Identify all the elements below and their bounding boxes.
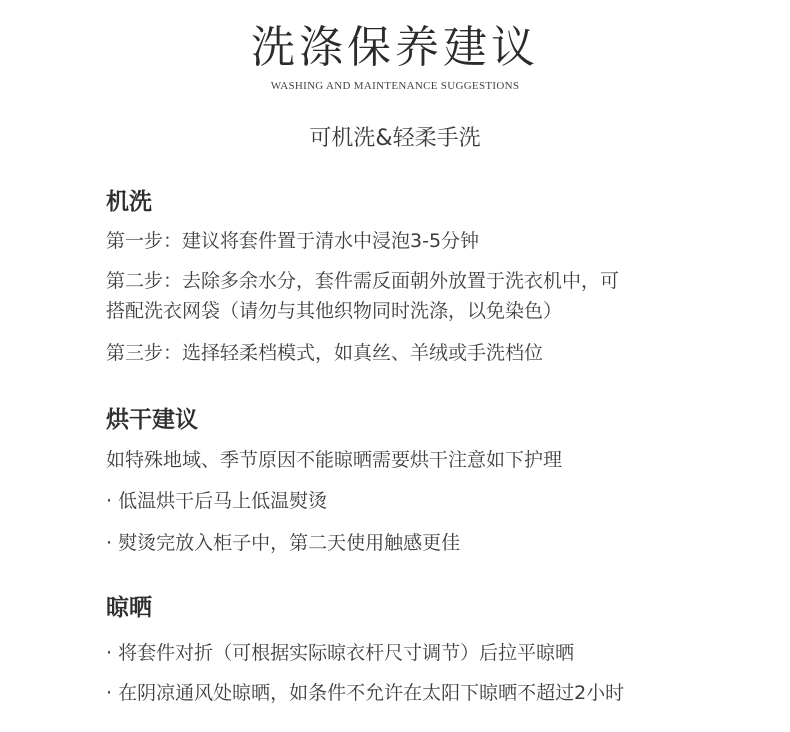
page-subtitle: WASHING AND MAINTENANCE SUGGESTIONS bbox=[270, 80, 520, 92]
machine-wash-step-1: 第一步：建议将套件置于清水中浸泡3-5分钟 bbox=[106, 230, 480, 252]
machine-wash-title: 机洗 bbox=[106, 189, 152, 215]
machine-wash-step-2-line-1: 第二步：去除多余水分，套件需反面朝外放置于洗衣机中，可 bbox=[106, 270, 620, 292]
drying-bullet-1: · 低温烘干后马上低温熨烫 bbox=[106, 490, 328, 512]
page-title: 洗涤保养建议 bbox=[251, 22, 539, 73]
air-dry-bullet-2: · 在阴凉通风处晾晒，如条件不允许在太阳下晾晒不超过2小时 bbox=[106, 682, 625, 704]
machine-wash-step-3: 第三步：选择轻柔档模式，如真丝、羊绒或手洗档位 bbox=[106, 342, 544, 364]
drying-intro: 如特殊地域、季节原因不能晾晒需要烘干注意如下护理 bbox=[106, 449, 563, 471]
drying-title: 烘干建议 bbox=[106, 407, 198, 433]
section-heading: 可机洗&轻柔手洗 bbox=[309, 126, 481, 151]
air-dry-bullet-1: · 将套件对折（可根据实际晾衣杆尺寸调节）后拉平晾晒 bbox=[106, 642, 575, 664]
drying-bullet-2: · 熨烫完放入柜子中，第二天使用触感更佳 bbox=[106, 532, 461, 554]
machine-wash-step-2-line-2: 搭配洗衣网袋（请勿与其他织物同时洗涤，以免染色） bbox=[106, 300, 563, 322]
air-dry-title: 晾晒 bbox=[106, 595, 152, 621]
